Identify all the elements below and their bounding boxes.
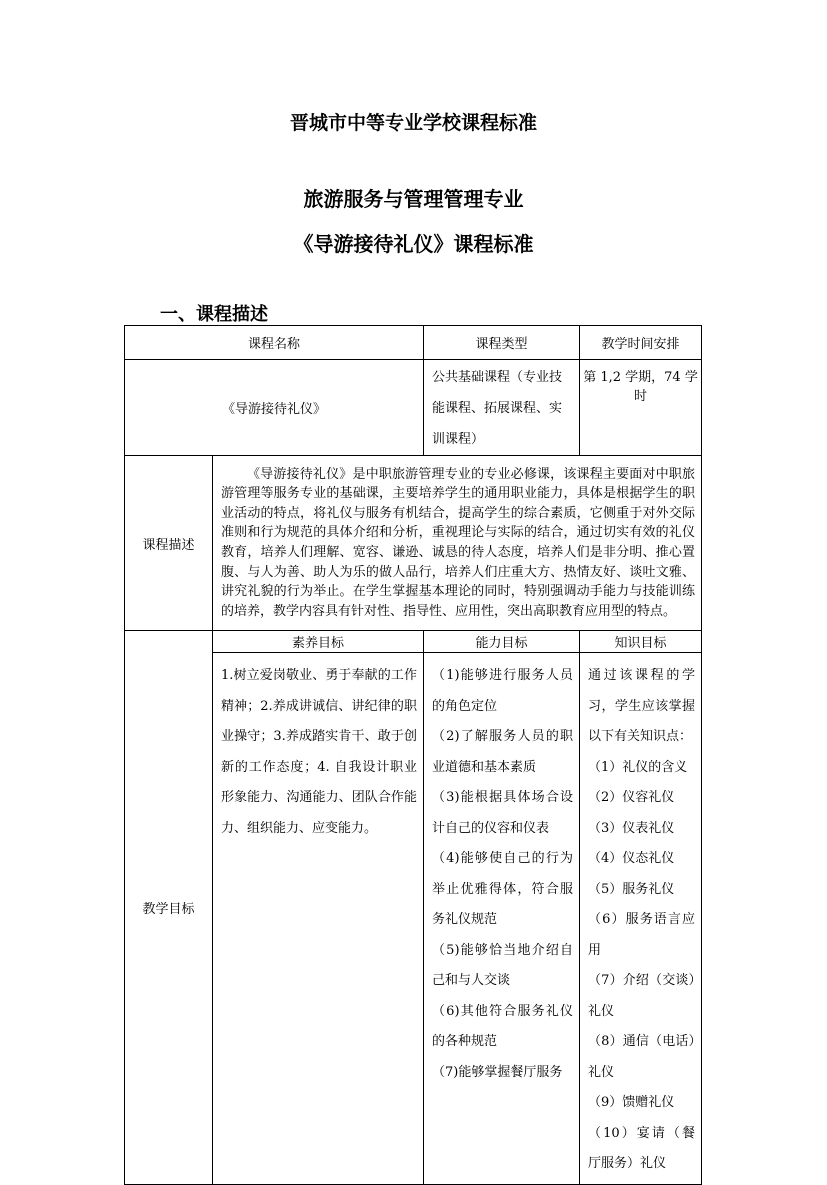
header-literacy: 素养目标 <box>213 631 424 653</box>
ability-item: （2)了解服务人员的职业道德和基本素质 <box>432 729 574 775</box>
section-heading: 一、课程描述 <box>160 304 268 325</box>
knowledge-item: （7）介绍（交谈）礼仪 <box>588 973 696 1019</box>
knowledge-item: （10）宴请（餐厅服务）礼仪 <box>588 1125 696 1171</box>
ability-item: （3)能根据具体场合设计自己的仪容和仪表 <box>432 790 574 836</box>
knowledge-item: （6）服务语言应用 <box>588 912 696 958</box>
course-table <box>124 325 702 1185</box>
course-title: 《导游接待礼仪》课程标准 <box>293 232 534 256</box>
knowledge-item: （8）通信（电话）礼仪 <box>588 1034 696 1080</box>
knowledge-item: （1）礼仪的含义 <box>588 759 688 775</box>
knowledge-item: （5）服务礼仪 <box>588 881 675 897</box>
desc-text: 《导游接待礼仪》是中职旅游管理专业的专业必修课，该课程主要面对中职旅游管理等服务专业的基础课，主要培养学生的通用职业能力，具体是根据学生的职业活动的特点，将礼仪与服务有机结合，提高学生的综合素质，它侧重于对外交际准则和行为规范的具体介绍和分析，重视理论与实际的结合，通过切实有效的礼仪教育，培养人们理解、宽容、谦逊、诚恳的待人态度，培养人们是非分明、推心置腹、与人为善、助人为乐的做人品行，培养人们庄重大方、热情友好、谈吐文雅、讲究礼貌的行为举止。在学生掌握基本理论的同时，特别强调动手能力与技能训练的培养，教学内容具有针对性、指导性、应用性，突出高职教育应用型的特点。 <box>213 456 702 631</box>
goals-label: 教学目标 <box>125 631 213 1185</box>
knowledge-item: （2）仪容礼仪 <box>588 790 675 805</box>
knowledge-item: （3）仪表礼仪 <box>588 820 675 836</box>
literacy-goals: 1.树立爱岗敬业、勇于奉献的工作精神；2.养成讲诚信、讲纪律的职业操守；3.养成踏实肯干、敢于创新的工作态度；4. 自我设计职业形象能力、沟通能力、团队合作能力、组织能力、应变能力。 <box>213 653 424 1185</box>
header-knowledge: 知识目标 <box>580 631 702 653</box>
header-ability: 能力目标 <box>424 631 580 653</box>
knowledge-item: （9）馈赠礼仪 <box>588 1095 675 1110</box>
desc-label: 课程描述 <box>125 456 213 631</box>
course-name-cell: 《导游接待礼仪》 <box>125 360 424 456</box>
ability-item: （1)能够进行服务人员的角色定位 <box>432 668 574 714</box>
knowledge-goals <box>580 653 702 1185</box>
ability-goals <box>424 653 580 1185</box>
schedule-cell: 第 1,2 学期，74 学时 <box>580 360 702 456</box>
major-title: 旅游服务与管理管理专业 <box>303 187 524 211</box>
header-schedule: 教学时间安排 <box>580 326 702 360</box>
knowledge-item: （4）仪态礼仪 <box>588 851 675 866</box>
ability-item: （7)能够掌握餐厅服务 <box>432 1064 563 1080</box>
course-type-cell: 公共基础课程（专业技能课程、拓展课程、实训课程） <box>424 360 580 456</box>
header-course-type: 课程类型 <box>424 326 580 360</box>
ability-item: （5)能够恰当地介绍自己和与人交谈 <box>432 942 574 988</box>
ability-item: （4)能够使自己的行为举止优雅得体，符合服务礼仪规范 <box>432 851 574 927</box>
school-title: 晋城市中等专业学校课程标准 <box>289 112 537 134</box>
ability-item: （6)其他符合服务礼仪的各种规范 <box>432 1003 574 1049</box>
header-course-name: 课程名称 <box>125 326 424 360</box>
knowledge-intro: 通过该课程的学习，学生应该掌握以下有关知识点： <box>588 668 696 744</box>
